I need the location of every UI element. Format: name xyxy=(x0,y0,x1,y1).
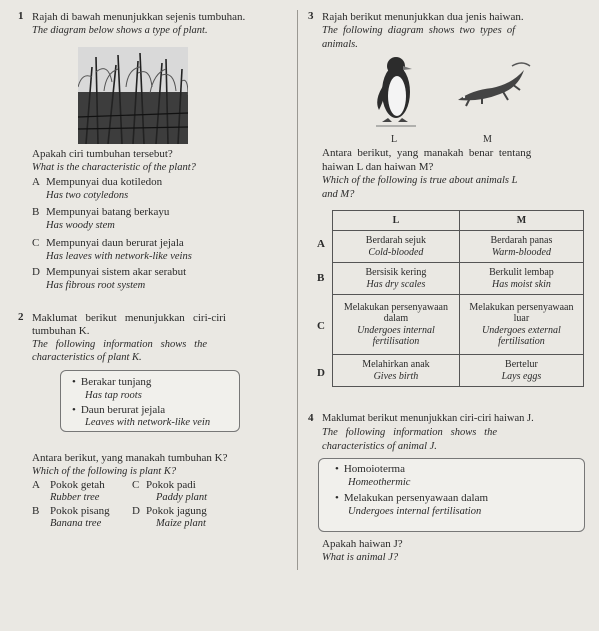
cell-ms: Melakukan persenyawaan dalam xyxy=(343,301,448,324)
q4-number: 4 xyxy=(308,412,314,424)
comparison-table xyxy=(332,210,584,387)
label-m: M xyxy=(483,134,492,145)
q3-number: 3 xyxy=(308,10,314,22)
q3-intro: Rajah berikut menunjukkan dua jenis haiwan. xyxy=(322,11,524,23)
table-cell xyxy=(333,295,460,355)
q2-option-a[interactable]: Pokok getah xyxy=(50,479,105,491)
q1-option-a[interactable]: Mempunyai dua kotiledon xyxy=(46,176,163,188)
cell-en: Lays eggs xyxy=(501,370,542,382)
cell-en: Has dry scales xyxy=(366,278,426,290)
cell-ms: Melakukan persenyawaan luar xyxy=(469,301,574,324)
q4-question-en: What is animal J? xyxy=(322,552,399,563)
q3-question-en: Which of the following is true about animals L xyxy=(322,175,518,186)
q1-question: Apakah ciri tumbuhan tersebut? xyxy=(32,148,173,160)
table-cell xyxy=(459,231,583,263)
q4-info-2-en: Undergoes internal fertilisation xyxy=(348,506,482,517)
table-header-m: M xyxy=(459,211,583,231)
penguin-icon xyxy=(370,52,422,132)
q2-option-d-letter[interactable]: D xyxy=(132,505,140,517)
q2-option-c-en: Paddy plant xyxy=(156,492,208,503)
cell-ms: Berdarah panas xyxy=(490,235,553,246)
q1-option-b-en: Has woody stem xyxy=(46,220,115,231)
table-row[interactable] xyxy=(333,355,584,387)
q2-question: Antara berikut, yang manakah tumbuhan K? xyxy=(32,452,228,464)
q1-option-c-en: Has leaves with network-like veins xyxy=(46,251,192,262)
q1-option-a-letter[interactable]: A xyxy=(32,176,40,188)
q2-info-2: • Daun berurat jejala xyxy=(72,404,165,416)
q1-option-d[interactable]: Mempunyai sistem akar serabut xyxy=(46,266,187,278)
q1-option-a-en: Has two cotyledons xyxy=(46,190,129,201)
q2-option-b[interactable]: Pokok pisang xyxy=(50,505,110,517)
cell-ms: Melahirkan anak xyxy=(362,359,430,370)
q2-intro-en: The following information shows the xyxy=(32,339,208,350)
salamander-icon xyxy=(452,60,532,110)
q2-info-1: • Berakar tunjang xyxy=(72,376,151,388)
table-cell xyxy=(333,263,460,295)
q2-option-b-letter[interactable]: B xyxy=(32,505,40,517)
q2-number: 2 xyxy=(18,311,24,323)
q2-question-en: Which of the following is plant K? xyxy=(32,466,177,477)
q4-intro-en: The following information shows the xyxy=(322,427,498,438)
q1-option-b[interactable]: Mempunyai batang berkayu xyxy=(46,206,170,218)
q2-option-d[interactable]: Pokok jagung xyxy=(146,505,207,517)
plant-photo xyxy=(78,47,188,144)
table-row[interactable] xyxy=(333,263,584,295)
plant-illustration-icon xyxy=(78,47,188,144)
q1-option-c-letter[interactable]: C xyxy=(32,237,40,249)
q3-row-a-letter[interactable]: A xyxy=(317,238,325,250)
table-row[interactable] xyxy=(333,231,584,263)
q3-question-2: haiwan L dan haiwan M? xyxy=(322,161,434,173)
q3-question: Antara berikut, yang manakah benar tentang xyxy=(322,147,532,159)
q1-option-b-letter[interactable]: B xyxy=(32,206,40,218)
q4-info-2: • Melakukan persenyawaan dalam xyxy=(335,492,488,504)
q1-option-d-letter[interactable]: D xyxy=(32,266,40,278)
cell-en: Undergoes internal fertilisation xyxy=(357,324,435,347)
q3-intro-en: The following diagram shows two types of xyxy=(322,25,516,36)
q2-option-d-en: Maize plant xyxy=(156,518,206,529)
cell-ms: Berkulit lembap xyxy=(489,267,554,278)
q3-row-d-letter[interactable]: D xyxy=(317,367,325,379)
q4-intro: Maklumat berikut menunjukkan ciri-ciri haiwan J. xyxy=(322,413,534,424)
q3-intro-en-2: animals. xyxy=(322,39,358,50)
q4-info-1-en: Homeothermic xyxy=(348,477,411,488)
table-cell xyxy=(459,295,583,355)
cell-en: Undergoes external fertilisation xyxy=(482,324,561,347)
q3-question-en-2: and M? xyxy=(322,189,355,200)
q3-row-b-letter[interactable]: B xyxy=(317,272,325,284)
q1-number: 1 xyxy=(18,10,24,22)
cell-en: Has moist skin xyxy=(491,278,551,290)
penguin-image xyxy=(370,52,422,132)
q4-intro-en-2: characteristics of animal J. xyxy=(322,441,437,452)
column-divider xyxy=(297,10,298,570)
q1-intro-en: The diagram below shows a type of plant. xyxy=(32,25,208,36)
cell-en: Cold-blooded xyxy=(368,246,424,258)
q1-option-c[interactable]: Mempunyai daun berurat jejala xyxy=(46,237,184,249)
table-row[interactable] xyxy=(333,295,584,355)
q4-question: Apakah haiwan J? xyxy=(322,538,403,550)
label-l: L xyxy=(391,134,398,145)
q2-option-a-en: Rubber tree xyxy=(50,492,100,503)
table-header-row xyxy=(333,211,584,231)
cell-ms: Bersisik kering xyxy=(365,267,427,278)
q1-option-d-en: Has fibrous root system xyxy=(46,280,146,291)
q1-intro: Rajah di bawah menunjukkan sejenis tumbuhan. xyxy=(32,11,246,23)
table-cell xyxy=(459,355,583,387)
table-cell xyxy=(459,263,583,295)
q2-option-c[interactable]: Pokok padi xyxy=(146,479,196,491)
cell-en: Warm-blooded xyxy=(491,246,551,258)
q2-intro: Maklumat berikut menunjukkan ciri-ciri xyxy=(32,312,226,324)
salamander-image xyxy=(452,60,532,110)
cell-ms: Berdarah sejuk xyxy=(365,235,427,246)
table-cell xyxy=(333,355,460,387)
q2-intro-en-2: characteristics of plant K. xyxy=(32,352,142,363)
q4-info-1: • Homoioterma xyxy=(335,463,405,475)
q2-intro-2: tumbuhan K. xyxy=(32,325,90,337)
q1-question-en: What is the characteristic of the plant? xyxy=(32,162,196,173)
table-header-l: L xyxy=(333,211,460,231)
cell-en: Gives birth xyxy=(373,370,419,382)
q2-info-1-en: Has tap roots xyxy=(85,390,142,401)
q2-option-b-en: Banana tree xyxy=(50,518,102,529)
q2-option-a-letter[interactable]: A xyxy=(32,479,40,491)
q2-info-2-en: Leaves with network-like vein xyxy=(85,417,211,428)
table-cell xyxy=(333,231,460,263)
cell-ms: Bertelur xyxy=(505,359,538,370)
q3-row-c-letter[interactable]: C xyxy=(317,320,325,332)
q2-option-c-letter[interactable]: C xyxy=(132,479,140,491)
